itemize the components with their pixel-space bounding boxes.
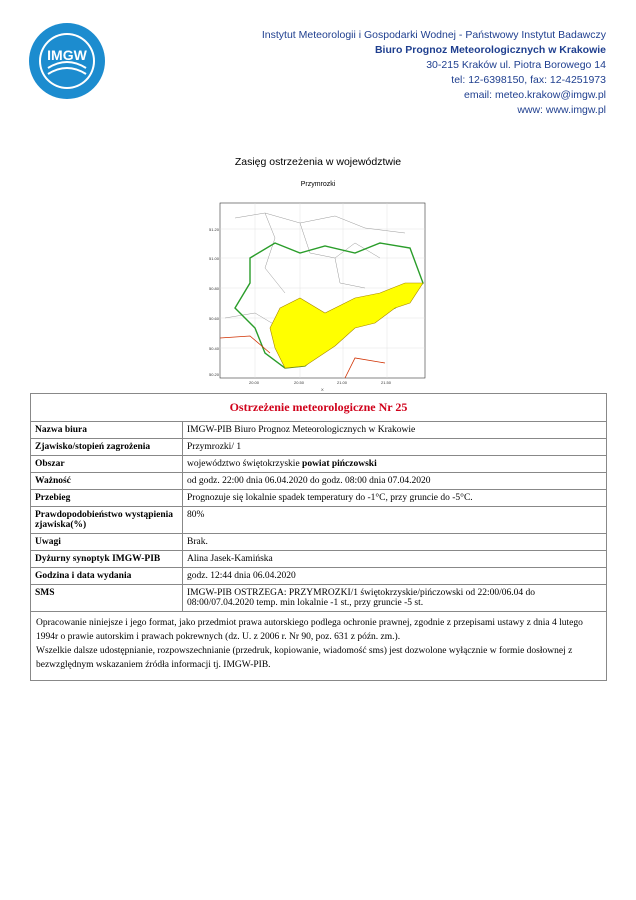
row-label: Obszar	[31, 456, 183, 473]
row-value: IMGW-PIB Biuro Prognoz Meteorologicznych w Krakowie	[183, 422, 607, 439]
table-row	[31, 534, 607, 551]
institute-name: Instytut Meteorologii i Gospodarki Wodnej - Państwowy Instytut Badawczy	[261, 29, 606, 41]
y-tick: 50.80	[209, 286, 220, 291]
row-label: Godzina i data wydania	[31, 568, 183, 585]
x-tick: 20.00	[249, 380, 260, 385]
table-row	[31, 585, 607, 612]
phone-fax: tel: 12-6398150, fax: 12-4251973	[451, 74, 606, 86]
y-tick: 50.60	[209, 316, 220, 321]
table-row	[31, 568, 607, 585]
area-text: województwo świętokrzyskie	[187, 459, 303, 469]
warning-title: Ostrzeżenie meteorologiczne Nr 25	[31, 394, 607, 422]
row-value: od godz. 22:00 dnia 06.04.2020 do godz. 08:00 dnia 07.04.2020	[183, 473, 607, 490]
row-value: Brak.	[183, 534, 607, 551]
logo-text: IMGW	[47, 47, 87, 63]
row-value	[183, 456, 607, 473]
email: email: meteo.krakow@imgw.pl	[464, 89, 606, 101]
table-row	[31, 490, 607, 507]
row-value: Alina Jasek-Kamińska	[183, 551, 607, 568]
map-subtitle: Przymrozki	[300, 181, 336, 188]
map-title: Zasięg ostrzeżenia w województwie	[234, 156, 402, 168]
y-tick: 50.40	[209, 346, 220, 351]
row-value: Prognozuje się lokalnie spadek temperatury do -1°C, przy gruncie do -5°C.	[183, 490, 607, 507]
copyright-notice	[31, 612, 607, 681]
address: 30-215 Kraków ul. Piotra Borowego 14	[426, 59, 606, 71]
row-value: Przymrozki/ 1	[183, 439, 607, 456]
row-label: Ważność	[31, 473, 183, 490]
x-tick: 21.00	[337, 380, 348, 385]
x-axis-label: X	[321, 387, 324, 392]
office-name: Biuro Prognoz Meteorologicznych w Krakowie	[374, 44, 606, 56]
row-label: SMS	[31, 585, 183, 612]
row-value: IMGW-PIB OSTRZEGA: PRZYMROZKI/1 świętokrzyskie/pińczowski od 22:00/06.04 do 08:00/07.04.2020 temp. min lokalnie -1 st., przy gruncie -5 st.	[183, 585, 607, 612]
row-value: godz. 12:44 dnia 06.04.2020	[183, 568, 607, 585]
imgw-logo	[28, 22, 106, 100]
row-label: Nazwa biura	[31, 422, 183, 439]
y-tick: 50.20	[209, 372, 220, 377]
area-bold: powiat pińczowski	[302, 459, 377, 469]
y-tick: 51.20	[209, 227, 220, 232]
table-row	[31, 473, 607, 490]
table-row	[31, 422, 607, 439]
table-row	[31, 439, 607, 456]
row-label: Przebieg	[31, 490, 183, 507]
table-row	[31, 456, 607, 473]
table-row	[31, 551, 607, 568]
table-row	[31, 507, 607, 534]
row-label: Zjawisko/stopień zagrożenia	[31, 439, 183, 456]
y-tick: 51.00	[209, 256, 220, 261]
x-tick: 20.50	[294, 380, 305, 385]
institute-header	[262, 28, 606, 118]
x-tick: 21.50	[381, 380, 392, 385]
copyright-text: Opracowanie niniejsze i jego format, jako przedmiot prawa autorskiego podlega ochronie prawnej, zgodnie z przepisami ustawy z dnia 4 lutego 1994r o prawie autorskim i prawach pokrewnych (dz. U. z 2006 r. Nr 90, poz. 631 z późn. zm.).	[36, 618, 583, 642]
row-label: Uwagi	[31, 534, 183, 551]
row-value: 80%	[183, 507, 607, 534]
website: www: www.imgw.pl	[517, 104, 606, 116]
row-label: Prawdopodobieństwo wystąpienia zjawiska(%)	[31, 507, 183, 534]
row-label: Dyżurny synoptyk IMGW-PIB	[31, 551, 183, 568]
usage-text: Wszelkie dalsze udostępnianie, rozpowszechnianie (przedruk, kopiowanie, wiadomość sms) jest dozwolone wyłącznie w formie dosłownej z bezwzględnym wskazaniem źródła informacji tj. IMGW-PIB.	[36, 646, 573, 670]
warning-map	[205, 198, 433, 392]
warning-table	[30, 393, 607, 681]
